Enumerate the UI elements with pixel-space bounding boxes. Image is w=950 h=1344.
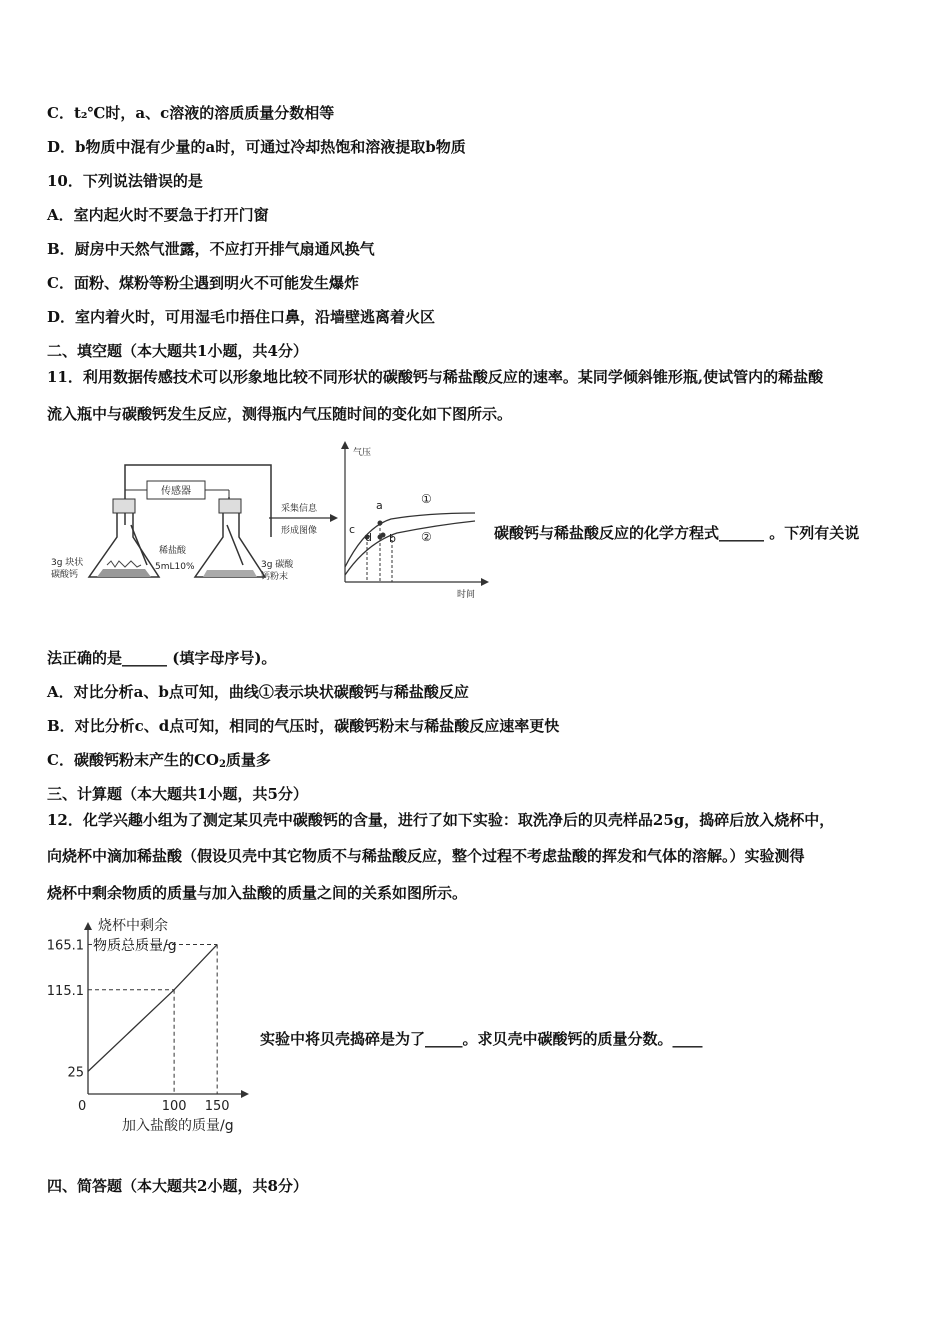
acid-label-2: 5mL10% — [155, 562, 195, 572]
time-axis-label: 时间 — [457, 590, 476, 600]
option-a-q10: A．室内起火时不要急于打开门窗 — [47, 206, 269, 224]
x-axis-arrow — [241, 1090, 249, 1098]
chart-ylabel-1: 烧杯中剩余 — [98, 918, 168, 934]
option-c-q9: C．t₂℃时，a、c溶液的溶质质量分数相等 — [47, 104, 335, 122]
option-d-q9: D．b物质中混有少量的a时，可通过冷却热饱和溶液提取b物质 — [47, 138, 466, 156]
right-flask-label-1: 3g 碳酸 — [261, 560, 294, 570]
left-flask-label-1: 3g 块状 — [51, 558, 84, 568]
chart-origin-label: 0 — [78, 1099, 87, 1114]
question-12-line-3: 烧杯中剩余物质的质量与加入盐酸的质量之间的关系如图所示。 — [47, 884, 468, 902]
chart-ylabel-2: 物质总质量/g — [93, 938, 177, 954]
mass-chart-svg — [38, 912, 263, 1140]
curve-2-label: ② — [421, 530, 432, 544]
data-line — [88, 945, 217, 1072]
mass-chart — [38, 912, 263, 1140]
option-d-q10: D．室内着火时，可用湿毛巾捂住口鼻，沿墙壁逃离着火区 — [47, 308, 436, 326]
section-3-heading: 三、计算题（本大题共1小题，共5分） — [47, 785, 308, 803]
option-a-q11: A．对比分析a、b点可知，曲线①表示块状碳酸钙与稀盐酸反应 — [47, 683, 469, 701]
point-b-label: b — [389, 532, 396, 545]
question-11-line-1: 11．利用数据传感技术可以形象地比较不同形状的碳酸钙与稀盐酸反应的速率。某同学倾斜锥形瓶,使试管内的稀盐酸 — [47, 368, 824, 386]
question-10-stem: 10．下列说法错误的是 — [47, 172, 203, 190]
co2-subscript: 2 — [218, 759, 226, 770]
question-12-line-2: 向烧杯中滴加稀盐酸（假设贝壳中其它物质不与稀盐酸反应，整个过程不考虑盐酸的挥发和气体的溶解。）实验测得 — [47, 847, 805, 865]
option-c-q11-pre: C．碳酸钙粉末产生的CO — [47, 751, 219, 769]
left-flask-label-2: 碳酸钙 — [51, 570, 79, 580]
question-11-line-2: 流入瓶中与碳酸钙发生反应，测得瓶内气压随时间的变化如下图所示。 — [47, 405, 513, 423]
option-c-q10: C．面粉、煤粉等粉尘遇到明火不可能发生爆炸 — [47, 274, 359, 292]
collect-label-1: 采集信息 — [281, 504, 318, 514]
x-tick-label: 100 — [161, 1099, 187, 1114]
acid-label-1: 稀盐酸 — [159, 546, 187, 556]
curve-1-label: ① — [421, 492, 432, 506]
y-tick-label: 165.1 — [46, 938, 84, 954]
y-axis-arrow — [84, 922, 92, 930]
experiment-figure-svg — [47, 437, 492, 605]
point-a-label: a — [376, 499, 383, 512]
experiment-figure — [47, 437, 492, 605]
question-11-side-text: 碳酸钙与稀盐酸反应的化学方程式______ 。下列有关说 — [494, 524, 860, 542]
right-flask-label-2: 钙粉末 — [261, 572, 289, 582]
x-tick-label: 150 — [204, 1099, 230, 1114]
option-c-q11 — [47, 750, 271, 775]
question-12-line-1: 12．化学兴趣小组为了测定某贝壳中碳酸钙的含量，进行了如下实验：取洗净后的贝壳样品25g，捣碎后放入烧杯中， — [47, 811, 835, 829]
left-flask — [89, 499, 159, 577]
option-c-q11-post: 质量多 — [225, 751, 271, 769]
option-b-q11: B．对比分析c、d点可知，相同的气压时，碳酸钙粉末与稀盐酸反应速率更快 — [47, 717, 560, 735]
point-c-label: c — [349, 523, 356, 536]
sensor-label: 传感器 — [161, 486, 191, 497]
question-12-side-text: 实验中将贝壳捣碎是为了_____。求贝壳中碳酸钙的质量分数。____ — [260, 1030, 703, 1048]
y-tick-label: 25 — [67, 1065, 84, 1081]
right-flask — [195, 499, 265, 577]
section-2-heading: 二、填空题（本大题共1小题，共4分） — [47, 342, 308, 360]
chart-xlabel: 加入盐酸的质量/g — [122, 1118, 234, 1134]
collect-label-2: 形成图像 — [281, 526, 318, 536]
point-d-label: d — [365, 531, 372, 544]
pressure-axis-label: 气压 — [353, 448, 372, 458]
curve-2 — [345, 521, 475, 575]
question-11-line-3: 法正确的是______ (填字母序号)。 — [47, 649, 277, 667]
option-b-q10: B．厨房中天然气泄露，不应打开排气扇通风换气 — [47, 240, 375, 258]
section-4-heading: 四、简答题（本大题共2小题，共8分） — [47, 1177, 308, 1195]
y-tick-label: 115.1 — [46, 983, 84, 999]
